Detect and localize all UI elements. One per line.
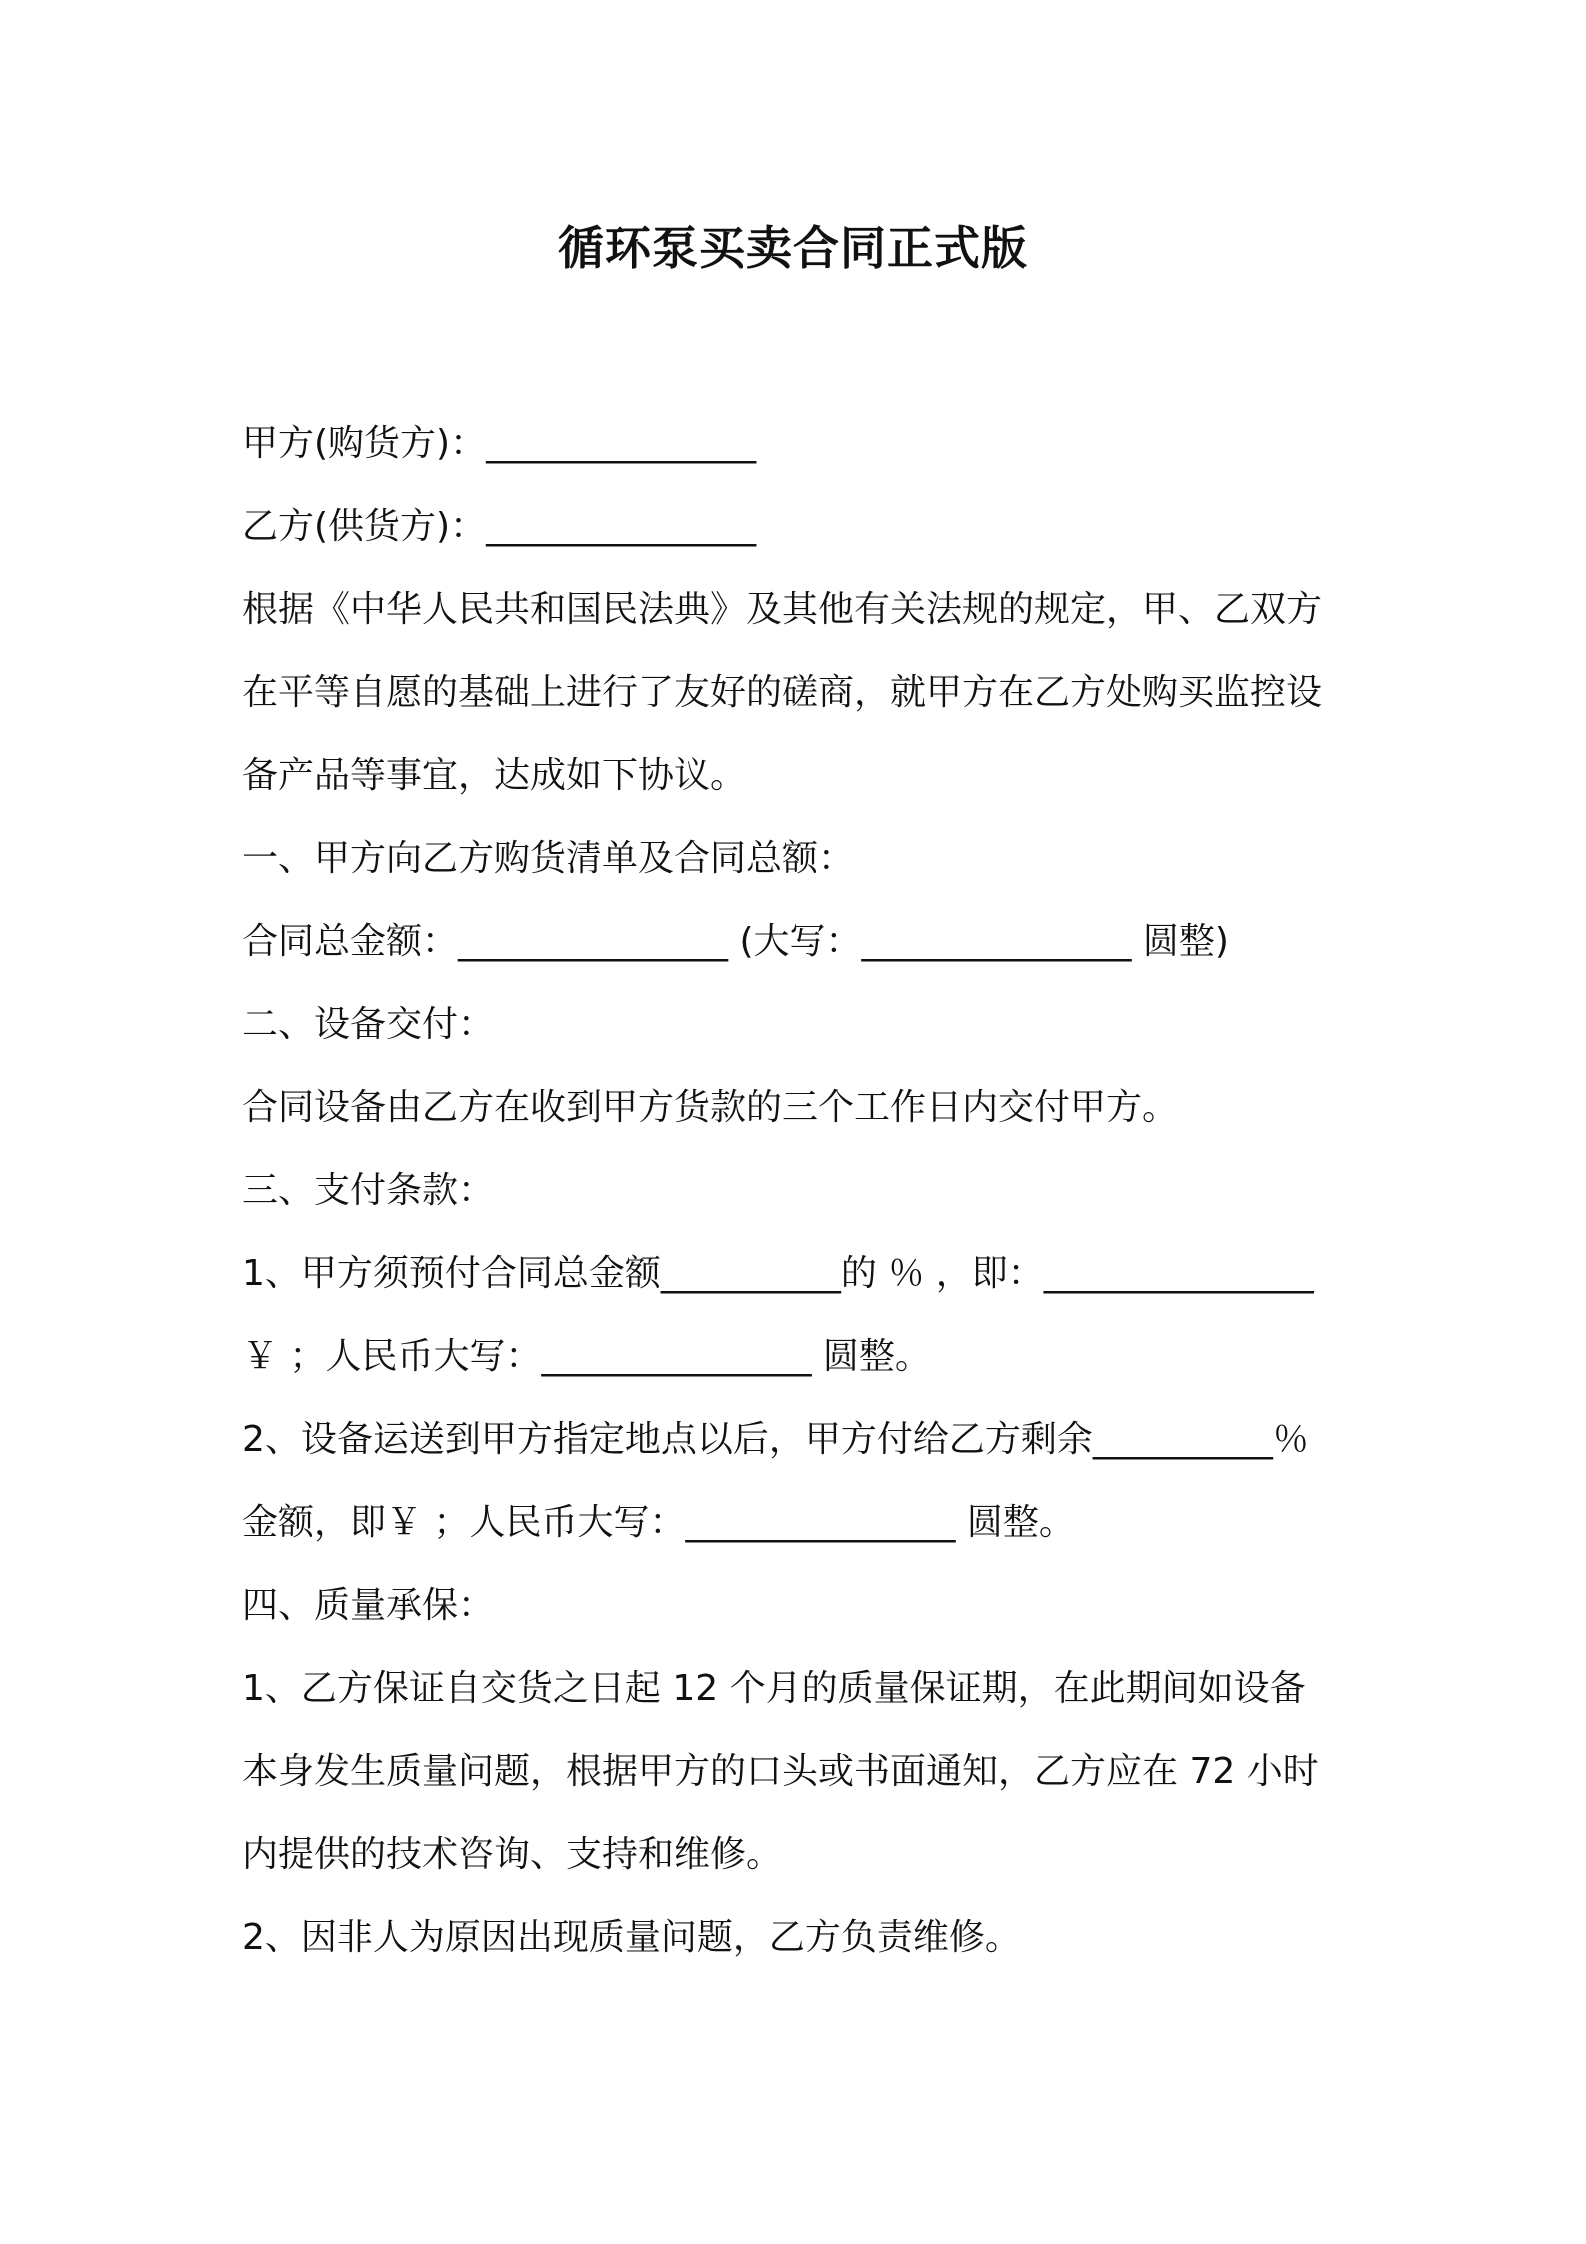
preamble-line-3: 备产品等事宜，达成如下协议。 [242, 755, 747, 796]
party-b-line: 乙方(供货方)：_______________ [242, 506, 757, 547]
warranty-clause-1-line-3: 内提供的技术咨询、支持和维修。 [242, 1834, 783, 1875]
warranty-clause-2: 2、因非人为原因出现质量问题，乙方负责维修。 [242, 1917, 1021, 1958]
preamble-line-2: 在平等自愿的基础上进行了友好的磋商，就甲方在乙方处购买监控设 [242, 672, 1323, 713]
section-2-heading: 二、设备交付： [242, 1004, 495, 1045]
warranty-clause-1-line-2: 本身发生质量问题，根据甲方的口头或书面通知，乙方应在 72 小时 [242, 1751, 1319, 1792]
section-3-heading: 三、支付条款： [242, 1170, 495, 1211]
delivery-clause: 合同设备由乙方在收到甲方货款的三个工作日内交付甲方。 [242, 1087, 1179, 1128]
payment-clause-1-line-2: ￥ ；人民币大写：_______________ 圆整。 [242, 1336, 931, 1377]
section-1-heading: 一、甲方向乙方购货清单及合同总额： [242, 838, 855, 879]
party-a-line: 甲方(购货方)：_______________ [242, 423, 757, 464]
section-4-heading: 四、质量承保： [242, 1585, 495, 1626]
contract-total-line: 合同总金额：_______________ (大写：_______________ 圆整) [242, 921, 1229, 962]
warranty-clause-1-line-1: 1、乙方保证自交货之日起 12 个月的质量保证期，在此期间如设备 [242, 1668, 1306, 1709]
document-body [242, 402, 1352, 1979]
payment-clause-1-line-1: 1、甲方须预付合同总金额__________的 ％ ，即：_______________ [242, 1253, 1314, 1294]
preamble-line-1: 根据《中华人民共和国民法典》及其他有关法规的规定，甲、乙双方 [242, 589, 1323, 630]
document-title: 循环泵买卖合同正式版 [558, 221, 1028, 275]
payment-clause-2-line-2: 金额，即￥ ；人民币大写：_______________ 圆整。 [242, 1502, 1075, 1543]
payment-clause-2-line-1: 2、设备运送到甲方指定地点以后，甲方付给乙方剩余__________％ [242, 1419, 1309, 1460]
